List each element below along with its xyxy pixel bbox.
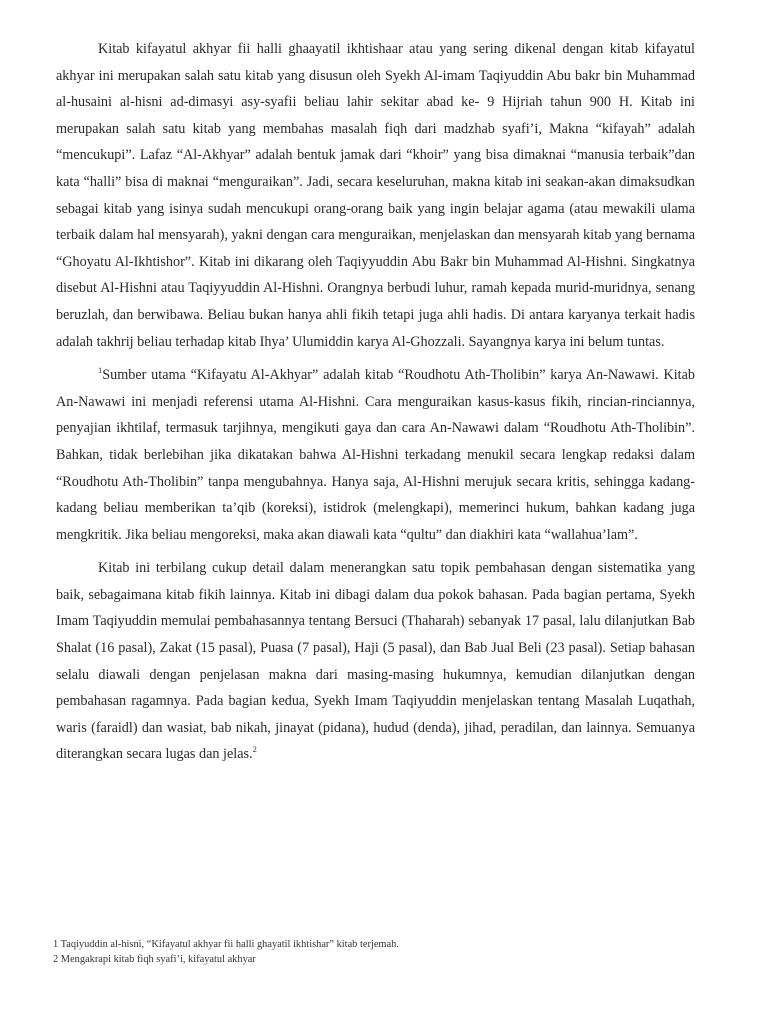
paragraph-2 bbox=[56, 362, 695, 548]
footnote-ref-2: 2 bbox=[252, 744, 257, 755]
footnote-2: 2 Mengakrapi kitab fiqh syafi’i, kifayatul akhyar bbox=[53, 954, 256, 965]
paragraph-3 bbox=[56, 555, 695, 768]
paragraph-1-text: Kitab kifayatul akhyar fii halli ghaayatil ikhtishaar atau yang sering dikenal dengan kitab kifayatul akhyar ini merupakan salah satu kitab yang disusun oleh Syekh Al-imam Taqiyuddin Abu bakr bin Muhammad al-husaini al-hisni ad-dimasyi asy-syafii beliau lahir sekitar abad ke- 9 Hijriah tahun 900 H. Kitab ini merupakan salah satu kitab yang membahas masalah fiqh dari madzhab syafi’i, Makna “kifayah” adalah “mencukupi”. Lafaz “Al-Akhyar” adalah bentuk jamak dari “khoir” yang bisa dimaknai “manusia terbaik”dan kata “halli” bisa di maknai “menguraikan”. Jadi, secara keseluruhan, makna kitab ini seakan-akan dimaksudkan sebagai kitab yang isinya sudah mencukupi orang-orang baik yang ingin belajar agama (atau mewakili ulama terbaik dalam hal mensyarah), yakni dengan cara menguraikan, menjelaskan dan mensyarah kitab yang bernama “Ghoyatu Al-Ikhtishor”. Kitab ini dikarang oleh Taqiyyuddin Abu Bakr bin Muhammad Al-Hishni. Singkatnya disebut Al-Hishni atau Taqiyyuddin Al-Hishni. Orangnya berbudi luhur, ramah kepada murid-muridnya, senang beruzlah, dan berwibawa. Beliau bukan hanya ahli fikih tetapi juga ahli hadis. Di antara karyanya terkait hadis adalah takhrij beliau terhadap kitab Ihya’ Ulumiddin karya Al-Ghozzali. Sayangnya karya ini belum tuntas. bbox=[56, 41, 695, 350]
paragraph-1 bbox=[56, 36, 695, 355]
document-body bbox=[56, 36, 695, 775]
footnote-ref-1: 1 bbox=[98, 365, 103, 376]
footnote-1: 1 Taqiyuddin al-hisni, “Kifayatul akhyar fii halli ghayatil ikhtishar” kitab terjemah. bbox=[53, 939, 399, 950]
footnotes bbox=[53, 937, 693, 967]
paragraph-3-text: Kitab ini terbilang cukup detail dalam menerangkan satu topik pembahasan dengan sistematika yang baik, sebagaimana kitab fikih lainnya. Kitab ini dibagi dalam dua pokok bahasan. Pada bagian pertama, Syekh Imam Taqiyuddin memulai pembahasannya tentang Bersuci (Thaharah) sebanyak 17 pasal, lalu dilanjutkan Bab Shalat (16 pasal), Zakat (15 pasal), Puasa (7 pasal), Haji (5 pasal), dan Bab Jual Beli (23 pasal). Setiap bahasan selalu diawali dengan penjelasan makna dari masing-masing hukumnya, kemudian dilanjutkan dengan pembahasan ragamnya. Pada bagian kedua, Syekh Imam Taqiyuddin menjelaskan tentang Masalah Luqathah, waris (faraidl) dan wasiat, bab nikah, jinayat (pidana), hudud (denda), jihad, peradilan, dan lainnya. Semuanya diterangkan secara lugas dan jelas. bbox=[56, 560, 695, 763]
paragraph-2-text: Sumber utama “Kifayatu Al-Akhyar” adalah kitab “Roudhotu Ath-Tholibin” karya An-Nawawi. Kitab An-Nawawi ini menjadi referensi utama Al-Hishni. Cara menguraikan kasus-kasus fikih, rincian-rinciannya, penyajian ikhtilaf, termasuk tarjihnya, mengikuti gaya dan cara An-Nawawi dalam “Roudhotu Ath-Tholibin”. Bahkan, tidak berlebihan jika dikatakan bahwa Al-Hishni terkadang menukil secara lengkap redaksi dalam “Roudhotu Ath-Tholibin” tanpa mengubahnya. Hanya saja, Al-Hishni merujuk secara kritis, sehingga kadang-kadang beliau memberikan ta’qib (koreksi), istidrok (melengkapi), memerinci hukum, bahkan kadang juga mengkritik. Jika beliau mengoreksi, maka akan diawali kata “qultu” dan diakhiri kata “wallahua’lam”. bbox=[56, 367, 695, 543]
